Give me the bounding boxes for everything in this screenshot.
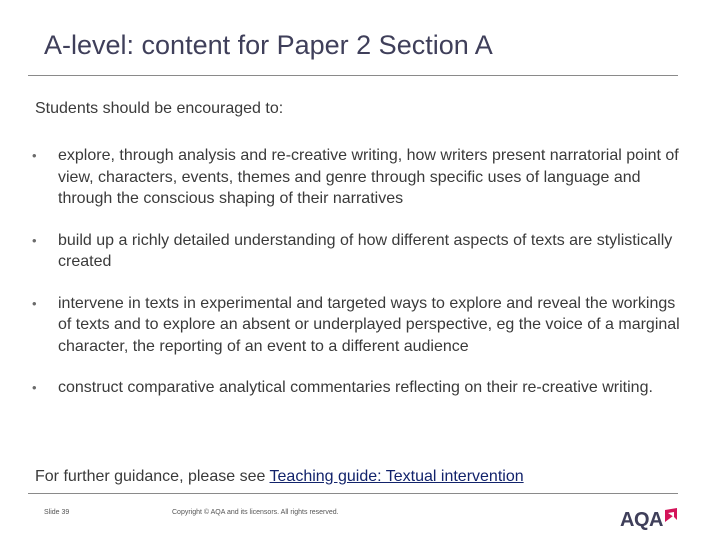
- bullet-text: explore, through analysis and re-creative writing, how writers present narratorial point of view, characters, events, themes and genre through specific uses of language and through the conscious shaping of their narratives: [58, 147, 679, 207]
- aqa-logo-mark-icon: [664, 508, 678, 524]
- copyright-notice: Copyright © AQA and its licensors. All rights reserved.: [172, 509, 339, 516]
- aqa-logo: [620, 508, 680, 532]
- bullet-item: [30, 377, 690, 399]
- bullet-icon: •: [32, 232, 37, 248]
- bullet-text: construct comparative analytical commentaries reflecting on their re-creative writing.: [58, 379, 653, 396]
- bullet-text: build up a richly detailed understanding of how different aspects of texts are stylistically created: [58, 231, 673, 270]
- bullet-list: [30, 145, 690, 419]
- title-divider: [28, 75, 678, 76]
- bullet-icon: •: [32, 295, 37, 311]
- bullet-item: [30, 145, 690, 210]
- intro-text: Students should be encouraged to:: [35, 100, 284, 117]
- bullet-item: [30, 230, 690, 273]
- bullet-text: intervene in texts in experimental and targeted ways to explore and reveal the workings of texts and to explore an absent or underplayed perspective, eg the voice of a marginal character, the reporting of an event to a different audience: [58, 294, 680, 355]
- aqa-logo-text: AQA: [620, 509, 663, 531]
- teaching-guide-link[interactable]: Teaching guide: Textual intervention: [269, 468, 524, 485]
- bullet-icon: •: [32, 148, 37, 163]
- bullet-item: [30, 293, 690, 358]
- slide-number: Slide 39: [44, 509, 70, 516]
- slide-title: A-level: content for Paper 2 Section A: [44, 30, 493, 60]
- guidance-line: [35, 468, 524, 486]
- bullet-icon: •: [32, 380, 37, 395]
- footer-divider: [28, 493, 678, 494]
- guidance-prefix: For further guidance, please see: [35, 468, 270, 485]
